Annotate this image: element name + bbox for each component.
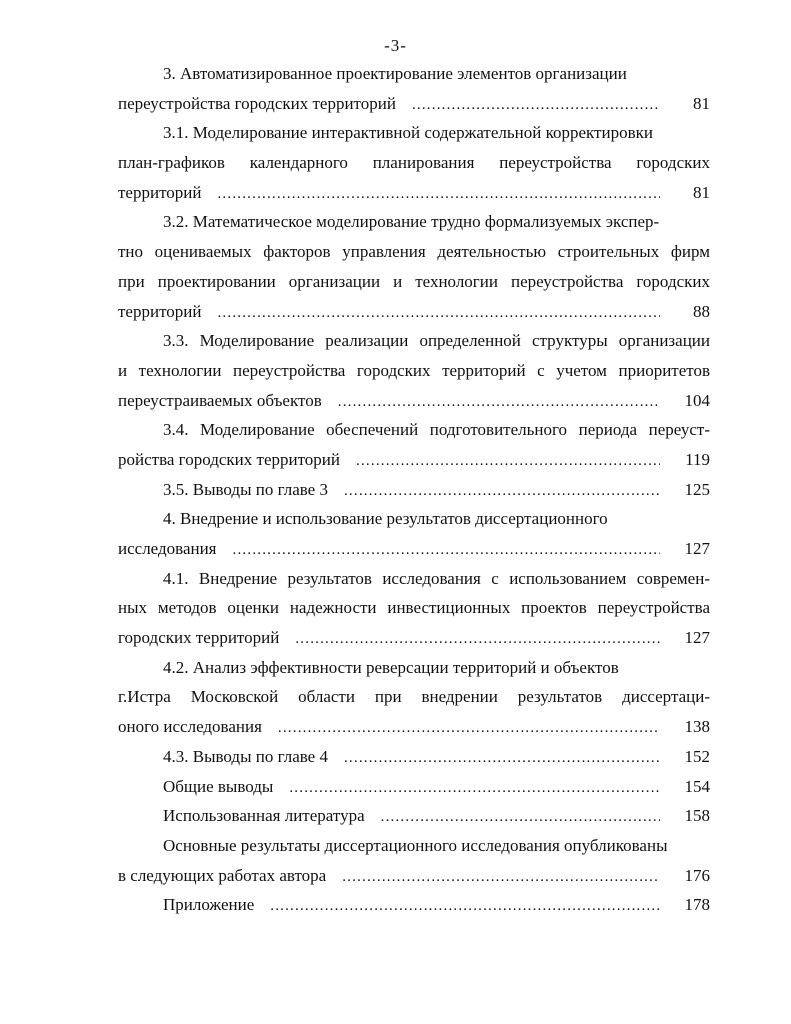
dot-leader (217, 299, 660, 329)
toc-entry (118, 653, 710, 742)
toc-entry-line: г.Истра Московской области при внедрении результатов диссертаци- (118, 687, 710, 707)
toc-entry-title: территорий (118, 182, 202, 202)
toc-entry-last-line (118, 297, 710, 327)
toc-entry-line: 3.1. Моделирование интерактивной содержательной корректировки (163, 123, 653, 143)
toc-entry-page-number: 81 (693, 182, 710, 202)
toc-entry (118, 207, 710, 326)
dot-leader (344, 744, 660, 774)
dot-leader (412, 91, 660, 121)
toc-entry (118, 831, 710, 890)
toc-entry-page-number: 127 (684, 628, 710, 648)
toc-entry-last-line (118, 89, 710, 119)
toc-entry-page-number: 104 (684, 390, 710, 410)
toc-entry-title: переустройства городских территорий (118, 93, 396, 113)
toc-entry-title: ройства городских территорий (118, 449, 341, 469)
toc-entry-title: городских территорий (118, 628, 280, 648)
toc-entry-title: Использованная литература (163, 806, 365, 826)
dot-leader (295, 625, 660, 655)
toc-entry-last-line (118, 178, 710, 208)
toc-entry-last-line (118, 772, 710, 802)
toc-entry-page-number: 88 (693, 301, 710, 321)
toc-entry-title: территорий (118, 301, 202, 321)
toc-entry-last-line (118, 445, 710, 475)
toc-entry-line: 3.3. Моделирование реализации определенной структуры организации (163, 331, 710, 351)
toc-entry-last-line (118, 475, 710, 505)
toc-entry-line: Основные результаты диссертационного исследования опубликованы (163, 835, 668, 855)
toc-entry-line: и технологии переустройства городских территорий с учетом приоритетов (118, 360, 710, 380)
toc-entry-title: оного исследования (118, 717, 262, 737)
toc-entry-line: 4. Внедрение и использование результатов диссертационного (163, 509, 608, 529)
toc-entry-page-number: 158 (684, 806, 710, 826)
dot-leader (278, 714, 660, 744)
toc-entry-title: Приложение (163, 895, 255, 915)
toc-entry (118, 890, 710, 920)
toc-entry-last-line (118, 623, 710, 653)
toc-entry-page-number: 176 (684, 865, 710, 885)
toc-entry-title: в следующих работах автора (118, 865, 327, 885)
toc-entry-line: 4.1. Внедрение результатов исследования с использованием современ- (163, 568, 710, 588)
toc-entry (118, 742, 710, 772)
toc-entry (118, 118, 710, 207)
toc-entry (118, 564, 710, 653)
toc-entry (118, 504, 710, 563)
dot-leader (289, 774, 660, 804)
toc-entry-last-line (118, 801, 710, 831)
table-of-contents (118, 59, 710, 920)
toc-entry (118, 326, 710, 415)
toc-entry-line: 4.2. Анализ эффективности реверсации территорий и объектов (163, 657, 619, 677)
toc-entry-title: 3.5. Выводы по главе 3 (163, 479, 328, 499)
dot-leader (217, 180, 660, 210)
toc-entry-page-number: 178 (684, 895, 710, 915)
toc-entry-page-number: 154 (684, 776, 710, 796)
toc-entry-line: при проектировании организации и технологии переустройства городских (118, 271, 710, 291)
toc-entry-page-number: 152 (684, 746, 710, 766)
page-number: -3- (384, 36, 407, 55)
dot-leader (338, 388, 660, 418)
toc-entry (118, 475, 710, 505)
toc-entry-line: 3.2. Математическое моделирование трудно формализуемых экспер- (163, 212, 660, 232)
toc-entry-title: Общие выводы (163, 776, 274, 796)
toc-entry-line: ных методов оценки надежности инвестиционных проектов переустройства (118, 598, 710, 618)
toc-entry-last-line (118, 534, 710, 564)
dot-leader (356, 447, 660, 477)
toc-entry-title: исследования (118, 539, 217, 558)
dot-leader (233, 536, 660, 566)
toc-entry-page-number: 119 (685, 449, 710, 469)
toc-entry-line: тно оцениваемых факторов управления деятельностью строительных фирм (118, 242, 710, 262)
dot-leader (270, 892, 660, 922)
toc-entry (118, 772, 710, 802)
toc-entry-last-line (118, 890, 710, 920)
dot-leader (342, 863, 660, 893)
toc-entry-title: 4.3. Выводы по главе 4 (163, 746, 328, 766)
toc-entry-line: 3. Автоматизированное проектирование элементов организации (163, 64, 627, 83)
toc-entry (118, 415, 710, 474)
toc-entry-page-number: 127 (684, 539, 710, 558)
dot-leader (344, 477, 660, 507)
toc-entry-last-line (118, 712, 710, 742)
dot-leader (381, 803, 660, 833)
toc-entry-title: переустраиваемых объектов (118, 390, 322, 410)
toc-entry-last-line (118, 861, 710, 891)
toc-entry (118, 59, 710, 118)
toc-entry-last-line (118, 742, 710, 772)
toc-entry-page-number: 138 (684, 717, 710, 737)
toc-entry (118, 801, 710, 831)
toc-entry-last-line (118, 386, 710, 416)
toc-entry-page-number: 125 (684, 479, 710, 499)
toc-entry-line: 3.4. Моделирование обеспечений подготовительного периода переуст- (163, 420, 710, 440)
toc-entry-line: план-графиков календарного планирования переустройства городских (118, 153, 710, 173)
toc-entry-page-number: 81 (693, 93, 710, 113)
